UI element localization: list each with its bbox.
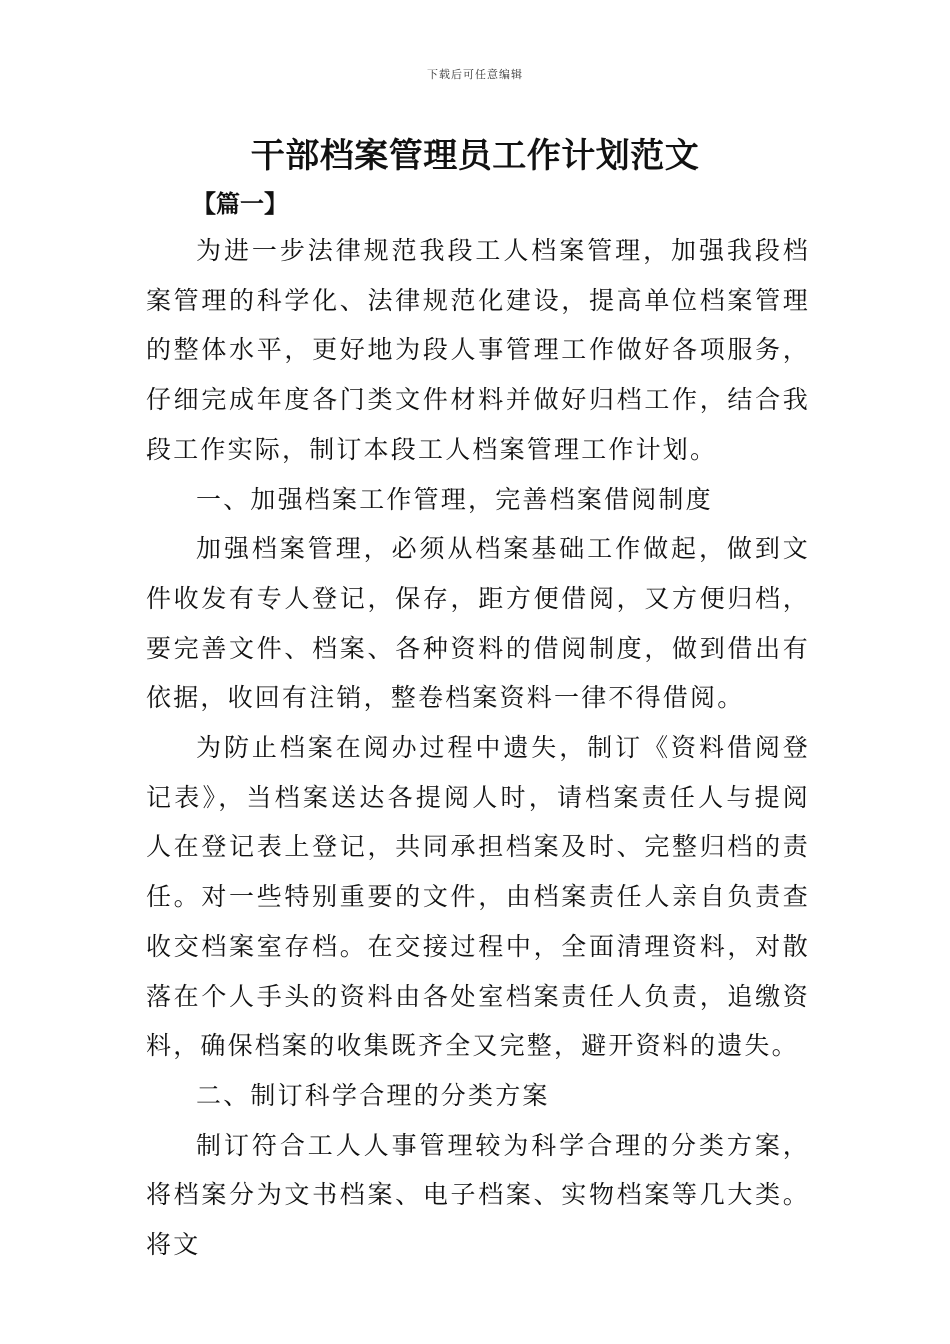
section-tag: 【篇一】 bbox=[192, 190, 288, 218]
heading-section-1: 一、加强档案工作管理，完善档案借阅制度 bbox=[196, 484, 713, 514]
paragraph-section-1-a: 加强档案管理，必须从档案基础工作做起，做到文件收发有专人登记，保存，距方便借阅，又方便归档，要完善文件、档案、各种资料的借阅制度，做到借出有依据，收回有注销，整卷档案资料一律不得借阅。 bbox=[146, 534, 810, 713]
document-title: 干部档案管理员工作计划范文 bbox=[250, 136, 700, 176]
heading-section-2: 二、制订科学合理的分类方案 bbox=[196, 1080, 550, 1110]
paragraph-section-2-a: 制订符合工人人事管理较为科学合理的分类方案，将档案分为文书档案、电子档案、实物档案等几大类。将文 bbox=[146, 1130, 810, 1260]
paragraph-intro: 为进一步法律规范我段工人档案管理，加强我段档案管理的科学化、法律规范化建设，提高单位档案管理的整体水平，更好地为段人事管理工作做好各项服务，仔细完成年度各门类文件材料并做好归档工作，结合我段工作实际，制订本段工人档案管理工作计划。 bbox=[146, 236, 810, 464]
document-body bbox=[146, 226, 810, 1270]
paragraph-section-1-b: 为防止档案在阅办过程中遗失，制订《资料借阅登记表》，当档案送达各提阅人时，请档案责任人与提阅人在登记表上登记，共同承担档案及时、完整归档的责任。对一些特别重要的文件，由档案责任人亲自负责查收交档案室存档。在交接过程中，全面清理资料，对散落在个人手头的资料由各处室档案责任人负责，追缴资料，确保档案的收集既齐全又完整，避开资料的遗失。 bbox=[146, 733, 810, 1061]
header-note: 下载后可任意编辑 bbox=[427, 68, 523, 81]
